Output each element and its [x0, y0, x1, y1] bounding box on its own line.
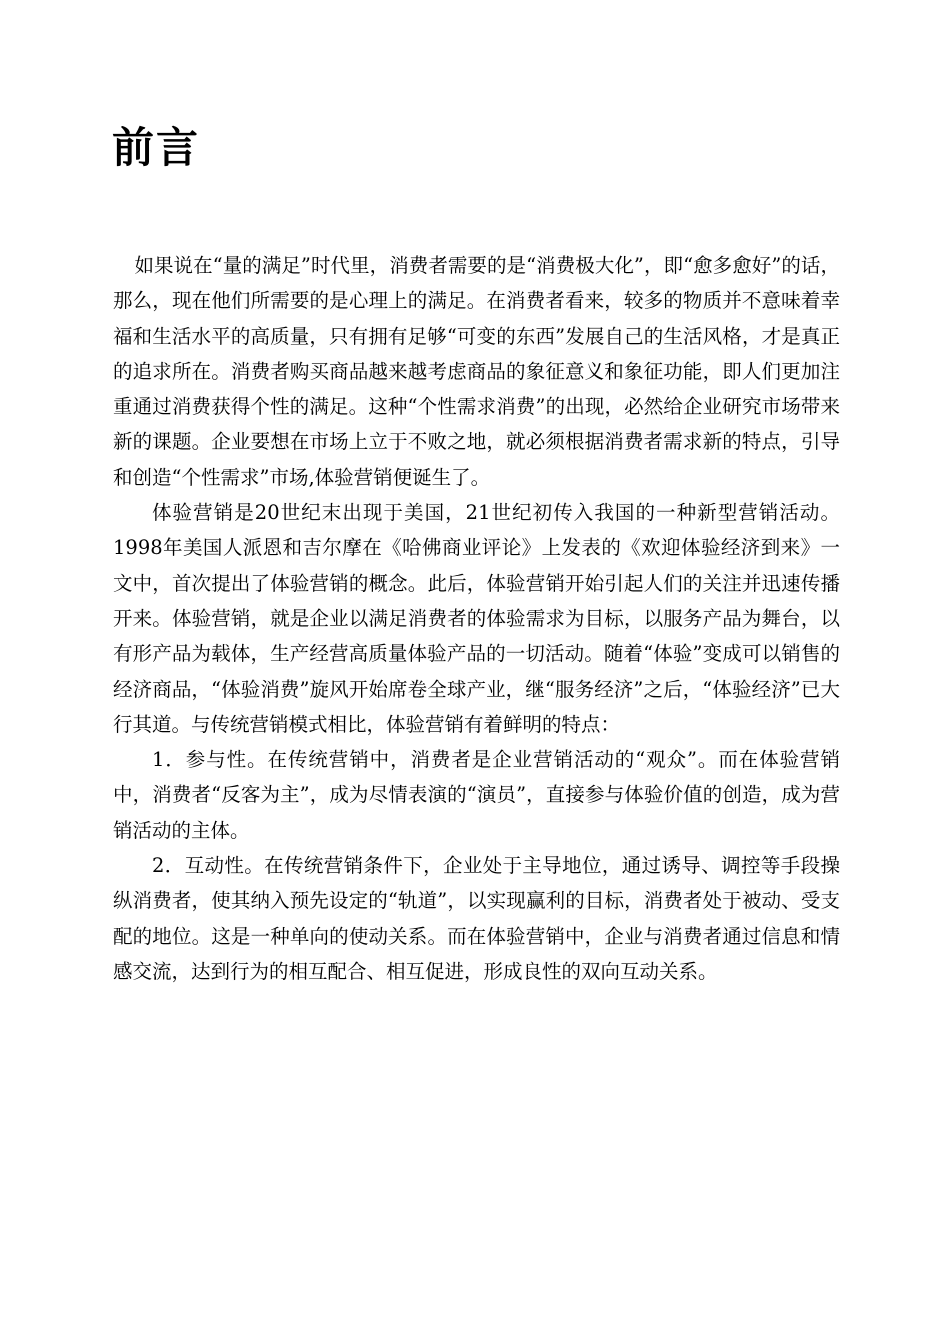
paragraph-experience-marketing: 体验营销是20世纪末出现于美国，21世纪初传入我国的一种新型营销活动。1998年美国人派恩和吉尔摩在《哈佛商业评论》上发表的《欢迎体验经济到来》一文中，首次提出了体验营销的概念。此后，体验营销开始引起人们的关注并迅速传播开来。体验营销，就是企业以满足消费者的体验需求为目标，以服务产品为舞台，以有形产品为载体，生产经营高质量体验产品的一切活动。随着“体验”变成可以销售的经济商品，“体验消费”旋风开始席卷全球产业，继“服务经济”之后，“体验经济”已大行其道。与传统营销模式相比，体验营销有着鲜明的特点：: [113, 501, 840, 736]
paragraph-intro: 如果说在“量的满足”时代里，消费者需要的是“消费极大化”，即“愈多愈好”的话，那么，现在他们所需要的是心理上的满足。在消费者看来，较多的物质并不意味着幸福和生活水平的高质量，只有拥有足够“可变的东西”发展自己的生活风格，才是真正的追求所在。消费者购买商品越来越考虑商品的象征意义和象征功能，即人们更加注重通过消费获得个性的满足。这种“个性需求消费”的出现，必然给企业研究市场带来新的课题。企业要想在市场上立于不败之地，就必须根据消费者需求新的特点，引导和创造“个性需求”市场,体验营销便诞生了。: [113, 254, 840, 489]
body-text: [113, 248, 840, 989]
paragraph-participation: 1．参与性。在传统营销中，消费者是企业营销活动的“观众”。而在体验营销中，消费者“反客为主”，成为尽情表演的“演员”，直接参与体验价值的创造，成为营销活动的主体。: [113, 748, 840, 842]
page-title: 前言: [112, 123, 201, 172]
paragraph-interactivity: 2．互动性。在传统营销条件下，企业处于主导地位，通过诱导、调控等手段操纵消费者，使其纳入预先设定的“轨道”，以实现赢利的目标，消费者处于被动、受支配的地位。这是一种单向的使动关系。而在体验营销中，企业与消费者通过信息和情感交流，达到行为的相互配合、相互促进，形成良性的双向互动关系。: [113, 854, 840, 983]
